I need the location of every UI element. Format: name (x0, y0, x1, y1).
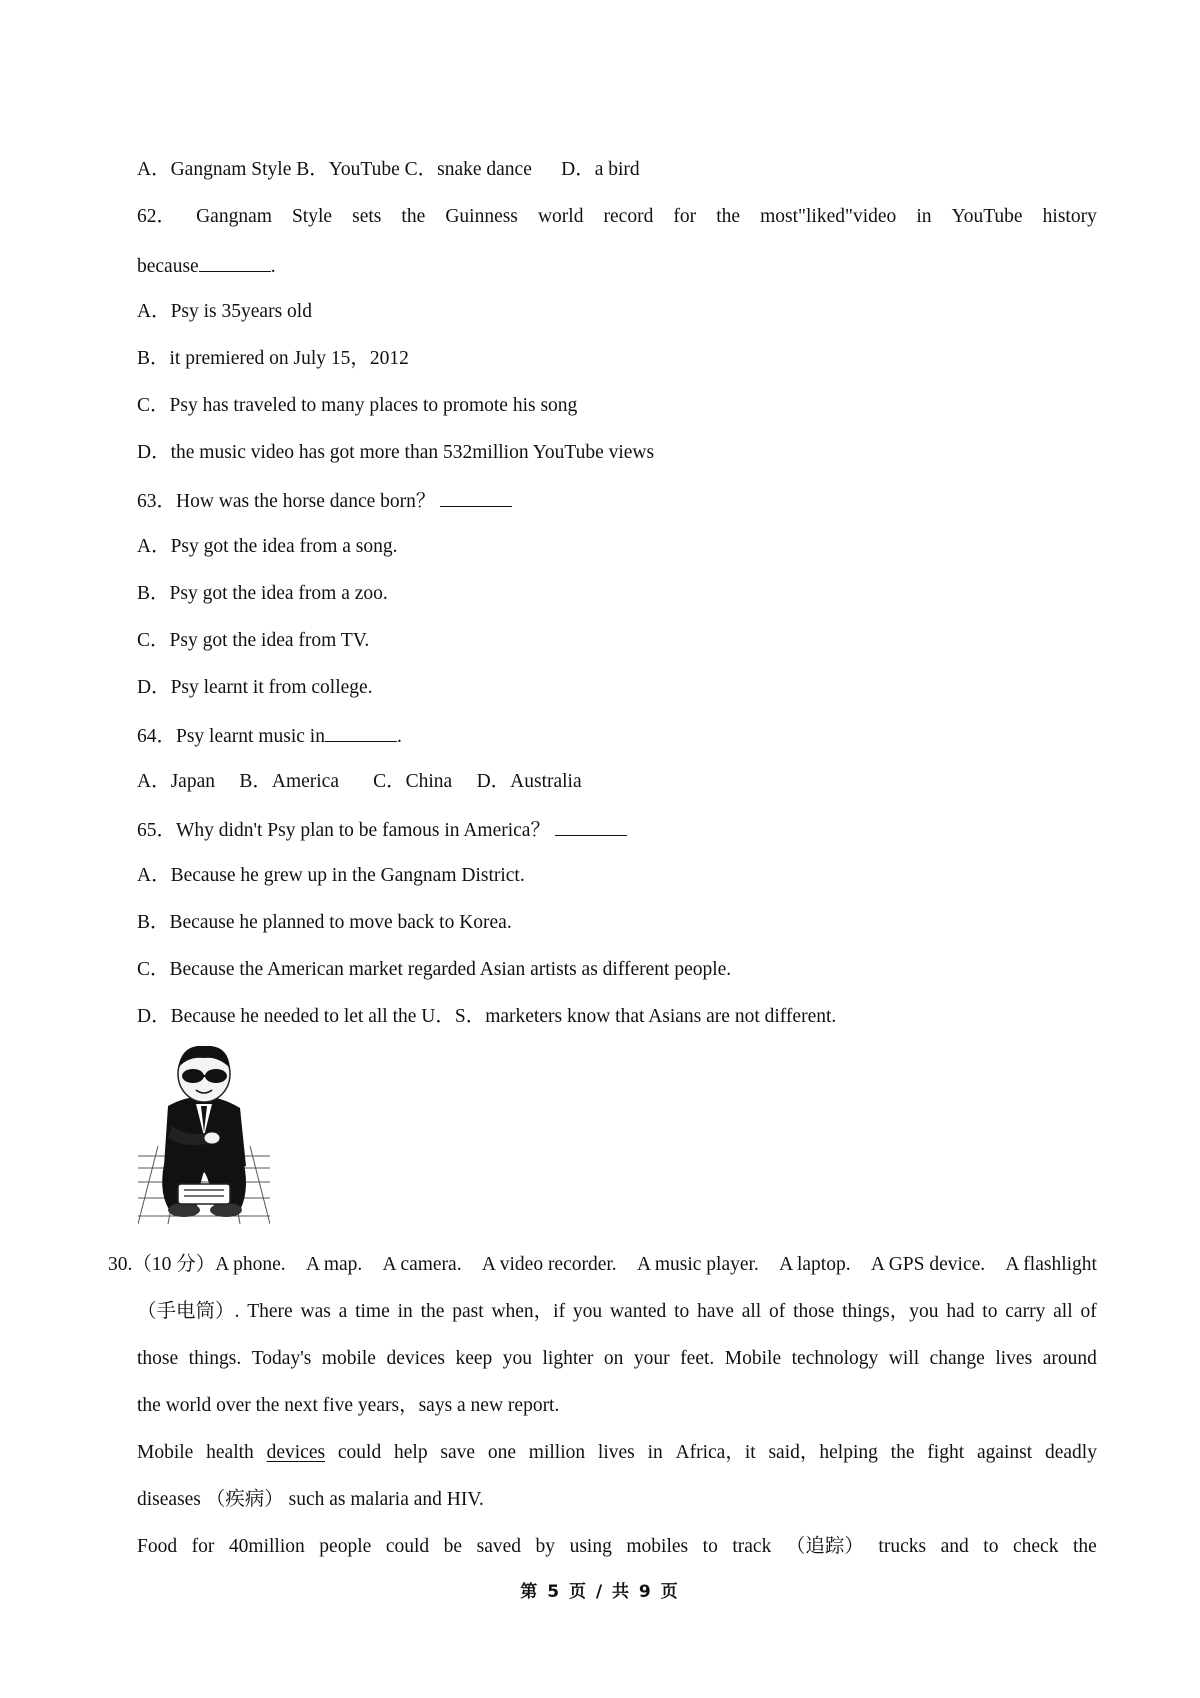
q30-word: all (1053, 1301, 1073, 1322)
q65-stem-line (137, 816, 627, 844)
answer-blank (325, 722, 397, 742)
q30-word: things，you (842, 1301, 939, 1322)
q65-option-a: A．Because he grew up in the Gangnam District. (137, 865, 525, 886)
q30-word: you (572, 1301, 603, 1322)
q64-stem: 64．Psy learnt music in (137, 726, 325, 747)
q62-stem-word: Guinness (445, 206, 518, 227)
q65-stem: 65．Why didn't Psy plan to be famous in America？ (137, 820, 550, 841)
q62-stem-word: Style (291, 206, 333, 227)
q30-word: 40million (228, 1536, 305, 1557)
q30-line1 (108, 1252, 1097, 1278)
q30-word: help (394, 1442, 428, 1463)
q30-word: to (702, 1536, 718, 1557)
q62-option-b: B．it premiered on July 15，2012 (137, 348, 409, 369)
q62-stem-line2 (137, 252, 276, 280)
q30-word: fight (927, 1442, 965, 1463)
q30-word: had (946, 1301, 975, 1322)
q30-word: lives (597, 1442, 635, 1463)
q30-word: Mobile (137, 1442, 194, 1463)
q63-stem: 63．How was the horse dance born？ (137, 491, 436, 512)
q30-word: be (443, 1536, 463, 1557)
q30-word: saved (476, 1536, 522, 1557)
q30-word: A flashlight (1005, 1254, 1097, 1275)
q30-number-score: 30.（10 分）A phone. (108, 1254, 286, 1275)
q62-stem-word: world (537, 206, 584, 227)
q30-word: Africa，it (675, 1442, 756, 1463)
q30-p3-line1 (137, 1534, 1097, 1560)
q30-word: the (890, 1442, 915, 1463)
q62-stem-tail: . (270, 256, 276, 277)
q30-word: Mobile (724, 1348, 782, 1369)
q62-stem-word: most"liked"video (760, 206, 897, 227)
q30-word: health (206, 1442, 254, 1463)
q30-word: （追踪） (785, 1536, 864, 1557)
q30-word: lighter (542, 1348, 594, 1369)
q30-word: on (603, 1348, 624, 1369)
q62-stem-word: in (916, 206, 932, 227)
q30-word: track (732, 1536, 772, 1557)
q65-option-c: C．Because the American market regarded Asian artists as different people. (137, 959, 732, 980)
page-footer: 第 5 页 / 共 9 页 (520, 1582, 680, 1602)
q30-word: A music player. (636, 1254, 759, 1275)
q62-option-d: D．the music video has got more than 532million YouTube views (137, 442, 655, 463)
q64-stem-line (137, 722, 402, 750)
underlined-word-devices: devices (266, 1442, 326, 1463)
q63-option-d: D．Psy learnt it from college. (137, 677, 373, 698)
q30-word: people (319, 1536, 372, 1557)
q30-word: will (888, 1348, 920, 1369)
q30-word: to (674, 1301, 690, 1322)
q30-word: of (1080, 1301, 1097, 1322)
q30-word: could (385, 1536, 430, 1557)
q30-word: There (247, 1301, 293, 1322)
q30-word: keep (455, 1348, 493, 1369)
q30-p2-line2: diseases （疾病） such as malaria and HIV. (137, 1489, 484, 1510)
q64-options: A．Japan B．America C．China D．Australia (137, 771, 582, 792)
q30-word: things. (188, 1348, 242, 1369)
q30-word: A map. (305, 1254, 363, 1275)
q30-word: have (697, 1301, 734, 1322)
q30-word: those (793, 1301, 835, 1322)
q30-word: around (1042, 1348, 1097, 1369)
q30-word: your (633, 1348, 670, 1369)
q62-stem-word: Gangnam (196, 206, 272, 227)
q30-word: mobiles (626, 1536, 689, 1557)
q30-word: feet. (680, 1348, 715, 1369)
q30-word: the (1073, 1536, 1097, 1557)
q62-stem-word: the (401, 206, 426, 227)
q62-stem-line1 (137, 204, 1097, 230)
q62-stem-word: record (603, 206, 654, 227)
q30-word: was (300, 1301, 331, 1322)
q30-word: said，helping (768, 1442, 878, 1463)
q62-stem-word: 62． (137, 206, 177, 227)
q62-stem-word: sets (352, 206, 382, 227)
q30-word: mobile (321, 1348, 376, 1369)
q30-word: by (535, 1536, 556, 1557)
q30-word: when，if (491, 1301, 566, 1322)
q30-p2-line1 (137, 1440, 1097, 1466)
q62-stem-word: the (716, 206, 741, 227)
q62-option-a: A．Psy is 35years old (137, 301, 312, 322)
q63-option-a: A．Psy got the idea from a song. (137, 536, 398, 557)
q62-stem-end: because (137, 256, 199, 277)
q30-word: deadly (1044, 1442, 1097, 1463)
q30-word: Today's (251, 1348, 312, 1369)
q30-word: million (528, 1442, 586, 1463)
answer-blank (555, 816, 627, 836)
q30-word: save (440, 1442, 476, 1463)
q30-word: A video recorder. (481, 1254, 617, 1275)
q30-line4: the world over the next five years，says a new report. (137, 1395, 560, 1416)
answer-blank (440, 487, 512, 507)
answer-blank (199, 252, 271, 272)
psy-cartoon-illustration (138, 1046, 270, 1224)
q30-word: check (1013, 1536, 1059, 1557)
q65-option-b: B．Because he planned to move back to Korea. (137, 912, 512, 933)
q30-line3 (137, 1346, 1097, 1372)
q30-word: those (137, 1348, 179, 1369)
q30-word: using (569, 1536, 612, 1557)
q62-option-c: C．Psy has traveled to many places to promote his song (137, 395, 578, 416)
q30-word: trucks (878, 1536, 927, 1557)
q30-word: of (769, 1301, 786, 1322)
q30-word: A camera. (382, 1254, 462, 1275)
q30-word: A GPS device. (870, 1254, 986, 1275)
q30-word: lives (995, 1348, 1033, 1369)
q30-word: all (741, 1301, 762, 1322)
q62-stem-word: for (673, 206, 697, 227)
q30-word: one (487, 1442, 516, 1463)
q30-word: and (940, 1536, 969, 1557)
q30-word: Food (137, 1536, 178, 1557)
q30-word: carry (1005, 1301, 1046, 1322)
q30-word: to (983, 1536, 999, 1557)
q30-word: you (502, 1348, 533, 1369)
q30-word: for (191, 1536, 215, 1557)
q30-word: against (976, 1442, 1033, 1463)
q30-word: the (420, 1301, 445, 1322)
q30-word: time (355, 1301, 390, 1322)
q30-word: past (452, 1301, 484, 1322)
q65-option-d: D．Because he needed to let all the U．S．marketers know that Asians are not different. (137, 1006, 837, 1027)
q30-word: could (337, 1442, 382, 1463)
q30-word: a (338, 1301, 348, 1322)
q30-word: （手电筒）. (137, 1301, 240, 1322)
q30-word: change (929, 1348, 985, 1369)
q30-line2 (137, 1299, 1097, 1325)
q30-word: A laptop. (779, 1254, 851, 1275)
q62-stem-word: YouTube (951, 206, 1023, 227)
q63-option-b: B．Psy got the idea from a zoo. (137, 583, 388, 604)
q30-word: wanted (609, 1301, 667, 1322)
q30-word: technology (791, 1348, 879, 1369)
q62-stem-word: history (1042, 206, 1097, 227)
q30-word: in (397, 1301, 413, 1322)
q64-stem-tail: . (396, 726, 402, 747)
q30-word: devices (386, 1348, 445, 1369)
q63-option-c: C．Psy got the idea from TV. (137, 630, 370, 651)
q30-word: to (982, 1301, 998, 1322)
q61-options: A．Gangnam Style B．YouTube C．snake dance D．a bird (137, 159, 640, 180)
q30-word: in (647, 1442, 663, 1463)
q63-stem-line (137, 487, 512, 515)
